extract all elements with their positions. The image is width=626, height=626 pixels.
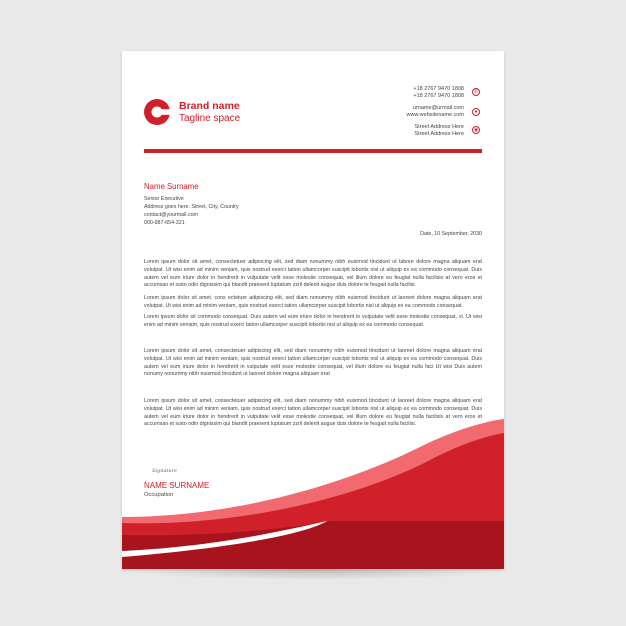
body-paragraph-1: Lorem ipsum dolor sit amet, consectetuer adipiscing elit, sed diam nonummy nibh euismod tincidunt ut labore dolore magna aliquam erat volutpat. Ut wisi enim ad minim veniam, quis nostrud exerci tation ullamcorper suscipit lobortis nisl ut aliquip ex ea commodo consequat. Duis autem vel eum iriure dolor in hendrerit in vulputate velit esse molestie consequat, vel illum dolore eu feugiat nulla facilisis at vero eros et accumsan et iusto odio dignissim qui blandit praesent luptatum zzril delenit augue duis dolore te feugait nulla facilisi. <box>144 259 482 289</box>
recipient-email: contact@yourmail.com <box>144 212 198 218</box>
body-paragraph-4: Lorem ipsum dolor sit amet, consectetuer adipiscing elit, sed diam nonummy nibh euismod tincidunt ut laoreet dolore magna aliquam erat volutpat. Ut wisi enim ad minim veniam, quis nostrud exerci tation ullamcorper suscipit lobortis nisl ut aliquip ex ea commodo consequat. Duis autem vel eum iriure dolor in hendrerit in vulputate velit esse molestie consequat, vel illum dolore eu feugiat nulla faci Ut wisi Duis autem nonumy nonummy nibh euismod tincidunt ut laoreet dolore magna aliquam erat <box>144 348 482 378</box>
address-line-1: Street Address Here <box>414 124 464 130</box>
recipient-name: Name Surname <box>144 182 199 191</box>
phone-2: +18 2767 9470 1808 <box>413 93 464 99</box>
recipient-address: Address goes here. Street, City, Country <box>144 204 239 210</box>
phone-icon: ✆ <box>473 89 479 95</box>
recipient-title: Senior Executive <box>144 196 184 202</box>
location-pin-icon: ◉ <box>473 127 479 133</box>
phone-1: +18 2767 9470 1808 <box>413 86 464 92</box>
letter-date: Date, 10 September, 2030 <box>420 231 482 237</box>
email-text: urname@urmail.com <box>412 105 464 111</box>
signatory-occupation: Occupation <box>144 492 174 498</box>
brand-name: Brand name <box>179 100 240 112</box>
brand-tagline: Tagline space <box>179 113 241 124</box>
recipient-phone: 000-987-654-321 <box>144 220 185 226</box>
body-paragraph-3: Lorem ipsum dolor sit commodo consequat. Duis autem vel eum iriure dolor in hendrerit in vulputate velit esse molestie consequat, vi. Ut wisi enim ad minim veniam, quis nostrud exerci tation ullamcorper suscipit lobortis nisl ut aliquip ex ea commodo consequat. <box>144 314 482 328</box>
body-paragraph-5: Lorem ipsum dolor sit amet, consectetuer adipiscing elit, sed diam nonummy nibh euismod tincidunt ut laoreet dolore magna aliquam erat volutpat. Ut wisi enim ad minim veniam, quis nostrud exerci tation ullamcorper suscipit lobortis nisl ut aliquip ex ea commodo consequat. Duis autem vel eum iriure dolor in hendrerit in vulputate velit esse molestie consequat, vel illum dolore eu feugiat nulla facilisis at vero eros et accumsan et iusto odio dignissim qui blandit praesent luptatum zzril delenit augue duis dolore te feugait nulla facilisi. <box>144 398 482 428</box>
footer-waves <box>122 51 504 569</box>
signature-script: Signature <box>152 468 178 474</box>
letterhead-page <box>122 51 504 569</box>
signatory-name: NAME SURNAME <box>144 481 210 490</box>
globe-icon: ● <box>472 108 480 116</box>
body-paragraph-2: Lorem ipsum dolor sit amet, cons ectetuer adipiscing elit, sed diam nonummy nibh euismod tincidunt ut laoreet dolore magna aliquam erat volutpat. Ut wisi enim ad minim veniam, quis nostrud exerci tation ullamcorper suscipit lobortis nisl ut aliquip ex ea commodo consequat. <box>144 295 482 309</box>
address-line-2: Street Address Here <box>414 131 464 137</box>
website-text: www.websitename.com <box>406 112 464 118</box>
